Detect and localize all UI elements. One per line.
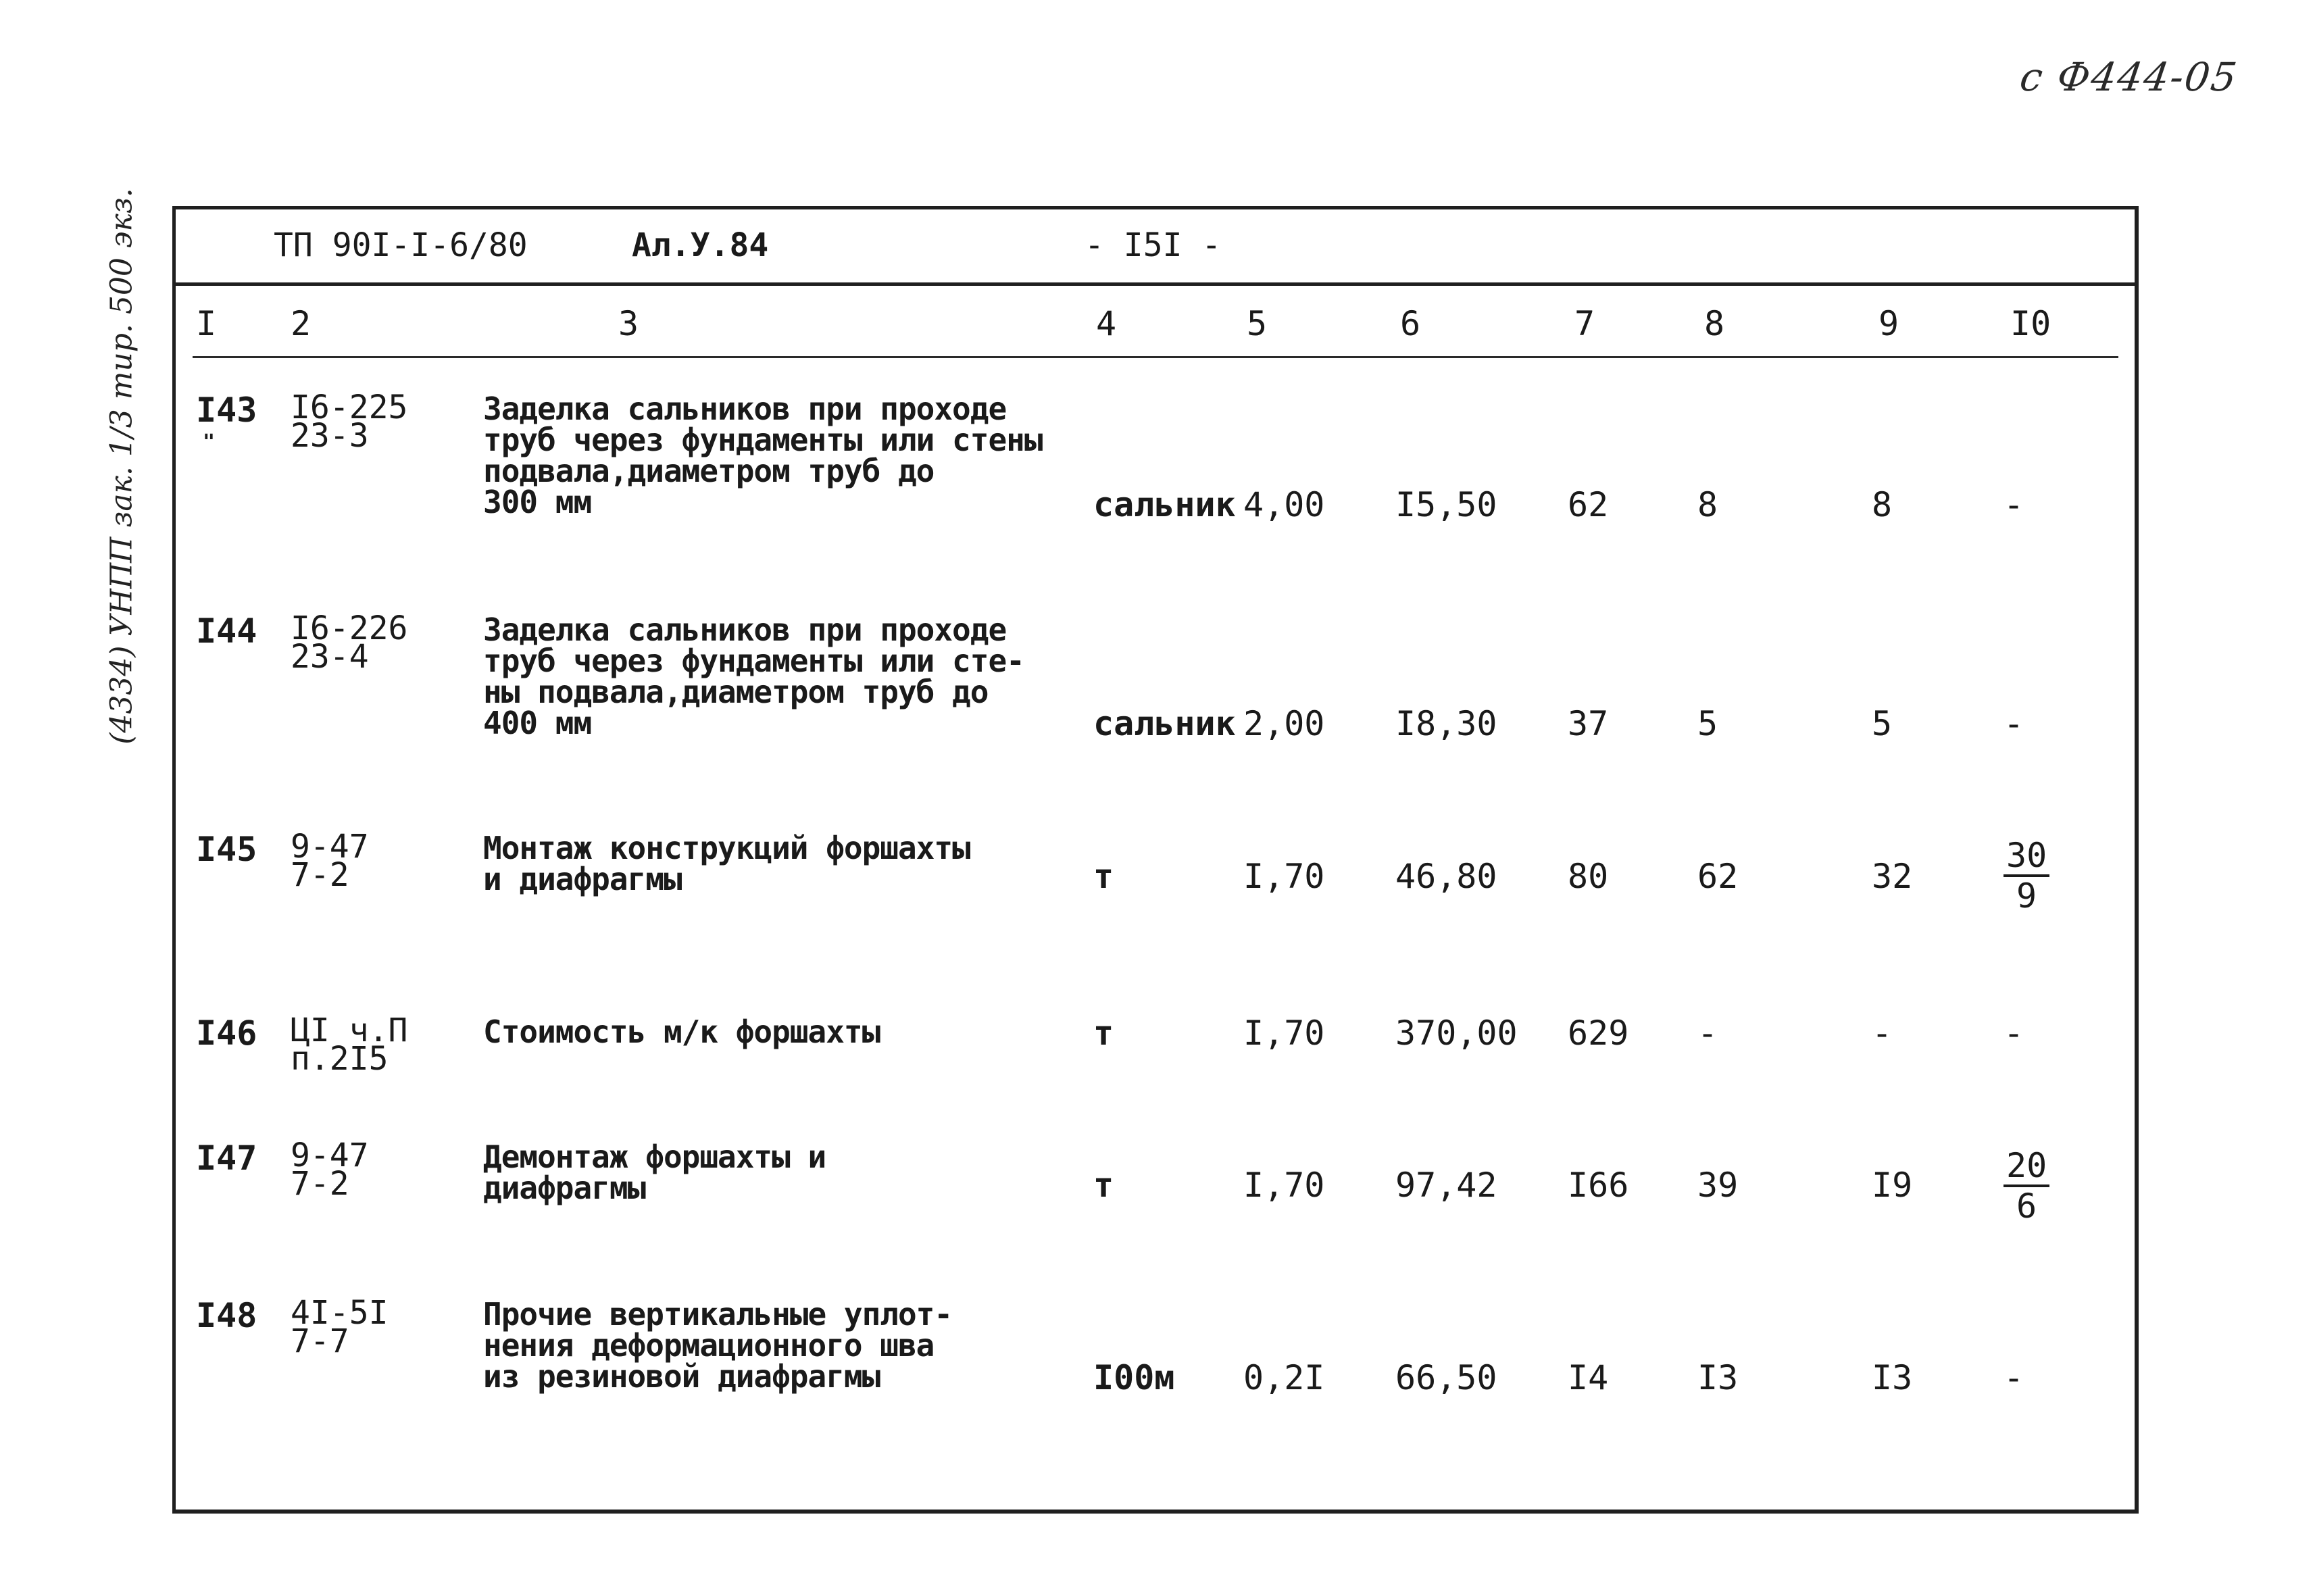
description-line: ны подвала,диаметром труб до xyxy=(483,674,989,710)
description-line: Заделка сальников при проходе xyxy=(483,391,1007,427)
description-line: 400 мм xyxy=(483,705,592,741)
row-number: I47 xyxy=(196,1139,257,1178)
rate-code xyxy=(291,1012,408,1078)
side-stamp-text: (4334) УНПП зак. 1/3 тир. 500 экз. xyxy=(104,188,139,745)
quantity: I,70 xyxy=(1243,1014,1325,1053)
rate-code-line-1: I6-226 xyxy=(291,609,408,647)
row-number xyxy=(196,391,257,453)
description-line: Стоимость м/к форшахты xyxy=(483,1014,880,1050)
fraction-numerator: 20 xyxy=(2003,1147,2049,1187)
rate-code-line-1: 4I-5I xyxy=(291,1294,389,1332)
quantity: 4,00 xyxy=(1243,485,1325,524)
rate-code-line-2: 7-2 xyxy=(291,1165,349,1203)
column-8-value: I3 xyxy=(1697,1358,1739,1397)
column-number-7: 7 xyxy=(1574,304,1595,343)
description-line: Монтаж конструкций форшахты xyxy=(483,830,970,866)
rate-code-line-2: п.2I5 xyxy=(291,1040,389,1078)
unit-price: I8,30 xyxy=(1395,704,1497,743)
total-cost: 629 xyxy=(1568,1014,1629,1053)
column-9-value: I9 xyxy=(1872,1166,1913,1205)
column-number-6: 6 xyxy=(1400,304,1421,343)
work-description xyxy=(483,1014,880,1050)
description-line: подвала,диаметром труб до xyxy=(483,453,935,489)
fraction xyxy=(2003,837,2049,915)
column-10-fraction xyxy=(2003,1147,2049,1226)
unit-price: 97,42 xyxy=(1395,1166,1497,1205)
column-9-value: 5 xyxy=(1872,704,1893,743)
column-10-value: - xyxy=(2003,485,2024,524)
rate-code xyxy=(291,609,408,676)
total-cost: I66 xyxy=(1568,1166,1629,1205)
column-9-value: 32 xyxy=(1872,857,1913,896)
quantity: I,70 xyxy=(1243,1166,1325,1205)
column-8-value: 62 xyxy=(1697,857,1739,896)
row-number-text: I43 xyxy=(196,391,257,430)
total-cost: I4 xyxy=(1568,1358,1609,1397)
fraction-denominator: 9 xyxy=(2016,876,2037,916)
column-8-value: 39 xyxy=(1697,1166,1739,1205)
unit: сальник xyxy=(1093,485,1236,524)
header-divider xyxy=(172,282,2139,286)
rate-code-line-1: ЦI ч.П xyxy=(291,1012,408,1049)
rate-code-line-2: 7-7 xyxy=(291,1322,349,1360)
column-number-2: 2 xyxy=(291,304,312,343)
column-9-value: - xyxy=(1872,1014,1893,1053)
quantity: I,70 xyxy=(1243,857,1325,896)
rate-code-line-2: 23-4 xyxy=(291,638,369,676)
unit: т xyxy=(1093,857,1114,896)
row-number: I48 xyxy=(196,1296,257,1335)
rate-code-line-1: 9-47 xyxy=(291,1137,369,1174)
column-9-value: 8 xyxy=(1872,485,1893,524)
quantity: 0,2I xyxy=(1243,1358,1325,1397)
column-8-value: - xyxy=(1697,1014,1718,1053)
document-code: ТП 90I-I-6/80 xyxy=(274,226,528,264)
description-line: и диафрагмы xyxy=(483,861,682,897)
column-8-value: 5 xyxy=(1697,704,1718,743)
table-frame xyxy=(172,206,2139,1514)
side-print-stamp xyxy=(91,188,152,745)
row-number: I44 xyxy=(196,612,257,651)
description-line: труб через фундаменты или стены xyxy=(483,422,1043,458)
column-number-10: I0 xyxy=(2010,304,2051,343)
rate-code-line-2: 23-3 xyxy=(291,417,369,455)
column-9-value: I3 xyxy=(1872,1358,1913,1397)
unit: сальник xyxy=(1093,704,1236,743)
unit: I00м xyxy=(1093,1358,1175,1397)
column-10-value: - xyxy=(2003,1358,2024,1397)
description-line: Прочие вертикальные уплот- xyxy=(483,1296,953,1332)
description-line: из резиновой диафрагмы xyxy=(483,1358,880,1395)
fraction-denominator: 6 xyxy=(2016,1187,2037,1226)
handwritten-document-code: с Ф444-05 xyxy=(2017,54,2241,100)
description-line: Демонтаж форшахты и xyxy=(483,1139,826,1175)
ditto-mark: " xyxy=(203,430,216,454)
column-number-9: 9 xyxy=(1878,304,1899,343)
rate-code xyxy=(291,1294,389,1360)
column-10-value: - xyxy=(2003,1014,2024,1053)
row-number: I46 xyxy=(196,1014,257,1053)
work-description xyxy=(483,614,1024,739)
description-line: диафрагмы xyxy=(483,1170,646,1206)
rate-code-line-1: I6-225 xyxy=(291,389,408,426)
fraction xyxy=(2003,1147,2049,1225)
rate-code-line-2: 7-2 xyxy=(291,856,349,894)
unit-price: 66,50 xyxy=(1395,1358,1497,1397)
column-number-5: 5 xyxy=(1247,304,1268,343)
total-cost: 80 xyxy=(1568,857,1609,896)
total-cost: 62 xyxy=(1568,485,1609,524)
work-description xyxy=(483,832,970,895)
column-10-value: - xyxy=(2003,704,2024,743)
rate-code-line-1: 9-47 xyxy=(291,828,369,866)
fraction-numerator: 30 xyxy=(2003,837,2049,877)
unit: т xyxy=(1093,1166,1114,1205)
rate-code xyxy=(291,1137,369,1203)
column-8-value: 8 xyxy=(1697,485,1718,524)
unit-price: 46,80 xyxy=(1395,857,1497,896)
column-number-4: 4 xyxy=(1096,304,1117,343)
unit-price: 370,00 xyxy=(1395,1014,1518,1053)
work-description xyxy=(483,1139,826,1206)
work-description xyxy=(483,1296,953,1395)
description-line: труб через фундаменты или сте- xyxy=(483,643,1024,679)
description-line: нения деформационного шва xyxy=(483,1327,935,1364)
work-description xyxy=(483,393,1043,518)
album-number: Ал.У.84 xyxy=(632,226,769,264)
rate-code xyxy=(291,389,408,455)
unit: т xyxy=(1093,1014,1114,1053)
column-10-fraction xyxy=(2003,837,2049,916)
quantity: 2,00 xyxy=(1243,704,1325,743)
column-number-8: 8 xyxy=(1704,304,1725,343)
rate-code xyxy=(291,828,369,894)
column-number-divider xyxy=(193,356,2118,358)
column-number-3: 3 xyxy=(618,304,639,343)
column-number-1: I xyxy=(196,304,217,343)
row-number: I45 xyxy=(196,830,257,869)
total-cost: 37 xyxy=(1568,704,1609,743)
unit-price: I5,50 xyxy=(1395,485,1497,524)
description-line: 300 мм xyxy=(483,484,592,520)
page-number: - I5I - xyxy=(1085,226,1222,264)
description-line: Заделка сальников при проходе xyxy=(483,612,1007,648)
